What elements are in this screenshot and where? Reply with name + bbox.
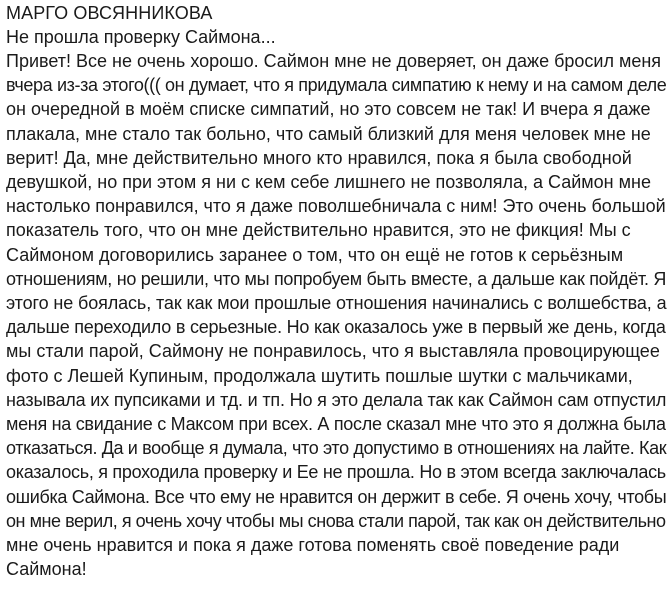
body-line: дальше переходило в серьезные. Но как оказалось уже в первый же день, когда [6, 317, 666, 338]
body-line: верит! Да, мне действительно много кто нравился, пока я была свободной [6, 147, 632, 168]
body-line: вчера из-за этого((( он думает, что я придумала симпатию к нему и на самом деле [6, 75, 667, 96]
body-line: отношениям, но решили, что мы попробуем быть вместе, а дальше как пойдёт. Я [6, 268, 667, 289]
body-line: он очередной в моём списке симпатий, но это совсем не так! И вчера я даже [6, 99, 651, 120]
author-name: МАРГО ОВСЯННИКОВА [6, 3, 213, 23]
body-line: называла их пупсиками и тд. и тп. Но я это делала так как Саймон сам отпустил [6, 389, 667, 410]
body-line: Саймоном договорились заранее о том, что он ещё не готов к серьёзным [6, 244, 624, 265]
body-line: ошибка Саймона. Все что ему не нравится он держит в себе. Я очень хочу, чтобы [6, 486, 667, 507]
body-line: фото с Лешей Купиным, продолжала шутить пошлые шутки с мальчиками, [6, 365, 633, 386]
body-line: Привет! Все не очень хорошо. Саймон мне не доверяет, он даже бросил меня [6, 51, 662, 71]
post-subtitle: Не прошла проверку Саймона... [6, 27, 276, 47]
post [6, 0, 666, 581]
body-line: девушкой, но при этом я ни с кем себе лишнего не позволяла, а Саймон мне [6, 172, 651, 193]
body-line: мне очень нравится и пока я даже готова поменять своё поведение ради [6, 535, 620, 556]
body-line: мы стали парой, Саймону не понравилось, что я выставляла провоцирующее [6, 341, 660, 362]
body-line: оказалось, я проходила проверку и Ее не прошла. Но в этом всегда заключалась [6, 462, 666, 483]
body-line: плакала, мне стало так больно, что самый близкий для меня человек мне не [6, 123, 651, 144]
post-body [6, 49, 666, 581]
body-line: Саймона! [6, 559, 87, 580]
body-line: меня на свидание с Максом при всех. А после сказал мне что это я должна была [6, 414, 666, 435]
body-line: отказаться. Да и вообще я думала, что это допустимо в отношениях на лайте. Как [6, 438, 667, 459]
body-line: настолько понравился, что я даже поволшебничала с ним! Это очень большой [6, 196, 666, 217]
body-line: он мне верил, я очень хочу чтобы мы снова стали парой, так как он действительно [6, 510, 666, 531]
body-line: этого не боялась, так как мои прошлые отношения начинались с волшебства, а [6, 293, 667, 314]
body-line: показатель того, что он мне действительно нравится, это не фикция! Мы с [6, 220, 631, 241]
